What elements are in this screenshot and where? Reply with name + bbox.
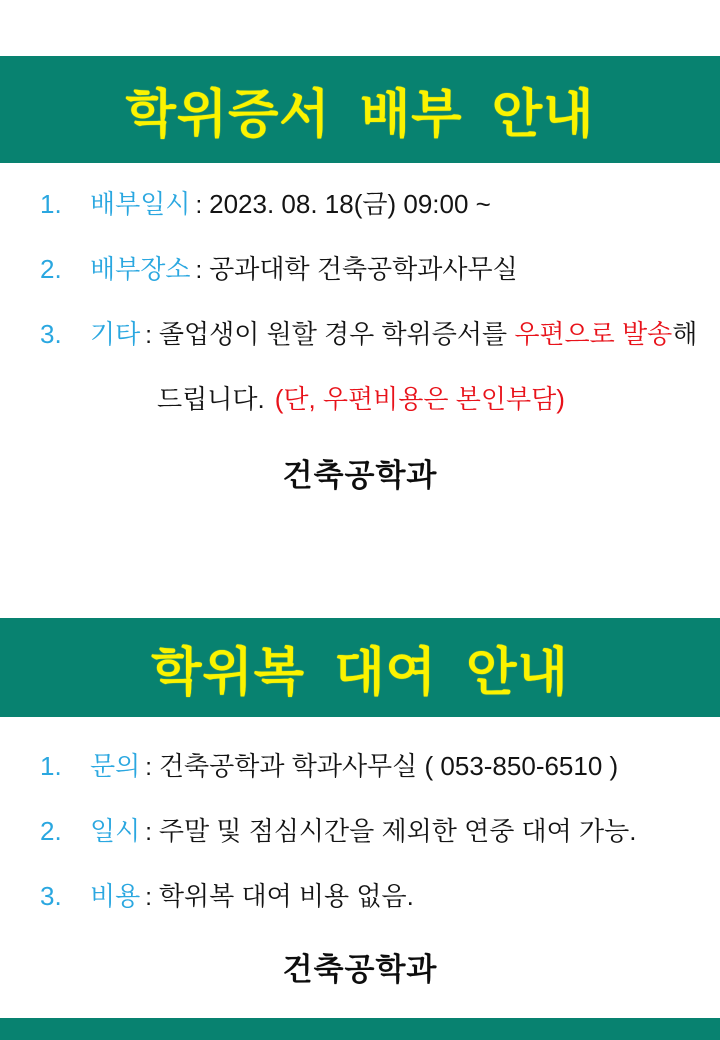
item-colon: :: [145, 819, 152, 846]
item-text: 공과대학 건축공학과사무실: [209, 254, 518, 284]
item-text-highlight: (단, 우편비용은 본인부담): [274, 384, 565, 414]
item-text: 2023. 08. 18(금) 09:00 ~: [209, 189, 491, 219]
item-colon: :: [145, 322, 152, 349]
list-item-distribution-datetime: [40, 188, 700, 222]
certificate-notice-title: 학위증서 배부 안내: [125, 86, 595, 144]
item-colon: :: [145, 884, 152, 911]
item-text: 해: [672, 319, 698, 349]
item-text: 학위복 대여 비용 없음.: [158, 881, 414, 911]
list-item-rental-cost: [40, 880, 700, 914]
item-text: 졸업생이 원할 경우 학위증서를: [158, 319, 515, 349]
item-text: 주말 및 점심시간을 제외한 연중 대여 가능.: [158, 816, 637, 846]
item-label: 비용: [90, 881, 141, 911]
item-number: 1.: [40, 751, 62, 781]
list-item-etc: [40, 318, 700, 352]
item-label: 일시: [90, 816, 141, 846]
list-item-etc-continuation: [157, 383, 565, 415]
item-label: 문의: [90, 751, 141, 781]
item-colon: :: [195, 257, 203, 284]
item-colon: :: [195, 192, 203, 219]
item-label: 배부일시: [90, 189, 191, 219]
item-number: 2.: [40, 816, 62, 846]
list-item-rental-time: [40, 815, 700, 849]
item-text: 건축공학과 학과사무실 ( 053-850-6510 ): [158, 751, 619, 781]
department-signature: 건축공학과: [282, 458, 438, 493]
list-item-contact: [40, 750, 700, 784]
item-text-highlight: 우편으로 발송: [514, 319, 673, 349]
department-signature: 건축공학과: [282, 952, 438, 987]
item-number: 2.: [40, 254, 62, 284]
item-label: 배부장소: [90, 254, 191, 284]
item-number: 3.: [40, 319, 62, 349]
list-item-distribution-place: [40, 253, 700, 287]
certificate-notice-banner: [0, 56, 720, 163]
item-text: 드립니다.: [157, 384, 265, 414]
item-number: 1.: [40, 189, 62, 219]
item-colon: :: [145, 754, 152, 781]
cutoff-next-banner-edge: [0, 1018, 720, 1040]
gown-rental-banner: [0, 618, 720, 717]
item-label: 기타: [90, 319, 141, 349]
gown-rental-title: 학위복 대여 안내: [151, 644, 569, 702]
item-number: 3.: [40, 881, 62, 911]
